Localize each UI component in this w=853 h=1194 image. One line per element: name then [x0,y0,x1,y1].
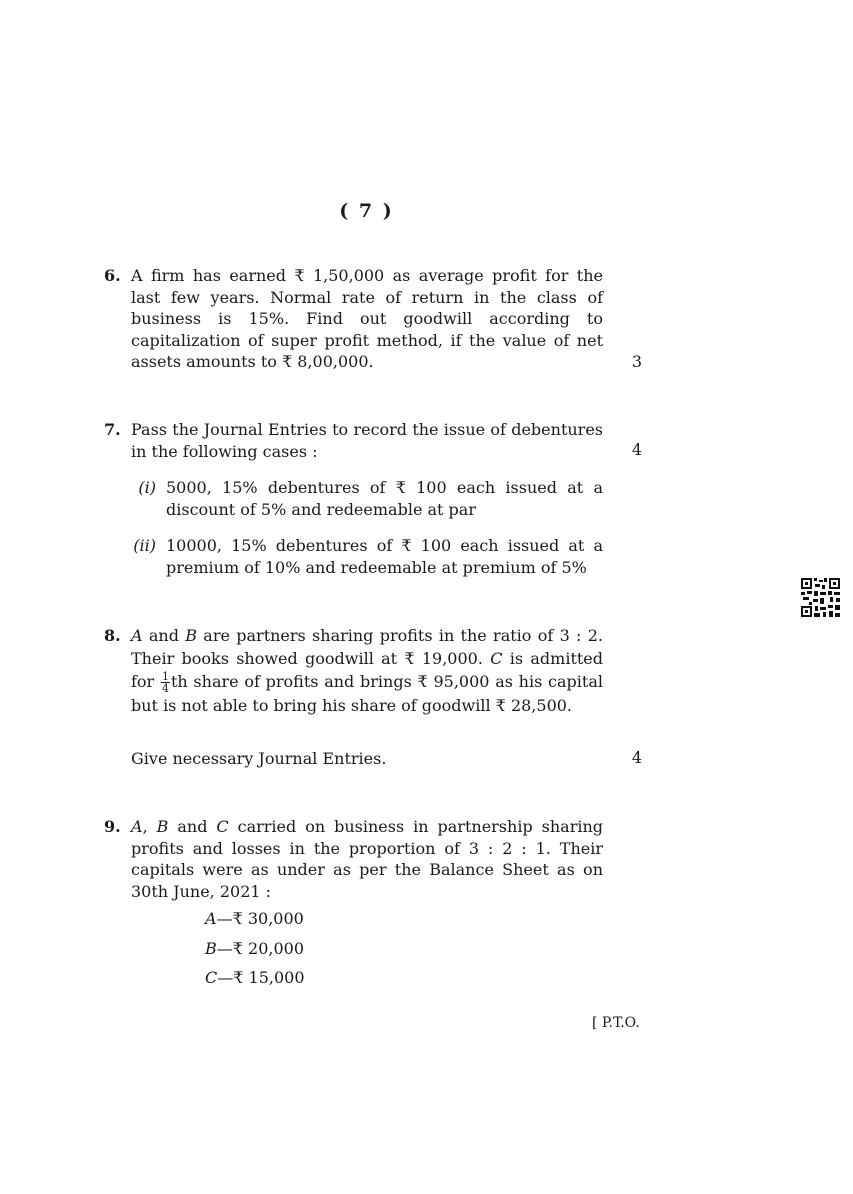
part-text: 10000, 15% debentures of ₹ 100 each issued at a premium of 10% and redeemable at premium of 5% [166,536,603,577]
question-number: 6. [104,266,121,285]
qr-code-icon [800,577,841,618]
question-text: A, B and C carried on business in partnership sharing profits and losses in the proportion of 3 : 2 : 1. Their capitals were as under as per the Balance Sheet as on 30th June, 2021 : [131,817,604,901]
fraction: $\frac{1}{4}$ [161,670,169,695]
capital-row [205,909,304,928]
capital-amount: —₹ 15,000 [217,968,305,987]
question-9 [104,816,654,902]
part-text: 5000, 15% debentures of ₹ 100 each issued at a discount of 5% and redeemable at par [166,478,603,519]
question-number: 7. [104,420,121,439]
question-7-marks: 4 [631,440,642,459]
capital-row [205,939,304,958]
part-label: (ii) [133,536,156,555]
question-8-instruction: Give necessary Journal Entries. [131,749,387,768]
partner-name: A [131,626,143,645]
partner-name: A [131,817,143,836]
question-text: A and B are partners sharing profits in the ratio of 3 : 2. Their books showed goodwill at ₹ 19,000. C is admitted for $\frac{1}{4}$ th share of profits and brings ₹ 95,000 as his capital but is not able to bring his share of goodwill ₹ 28,500. [131,626,604,715]
capital-amount: —₹ 30,000 [216,909,304,928]
question-6 [104,265,654,373]
please-turn-over: [ P.T.O. [592,1015,640,1031]
question-number: 8. [104,626,121,645]
partner-name: C [490,649,503,668]
page-number: ( 7 ) [339,200,394,222]
question-text: A firm has earned ₹ 1,50,000 as average profit for the last few years. Normal rate of return in the class of business is 15%. Find out goodwill according to capitalization of super profit method, if the value of net assets amounts to ₹ 8,00,000. [131,266,603,371]
question-text: Pass the Journal Entries to record the issue of debentures in the following cases : [131,420,603,461]
question-8 [104,624,654,717]
part-label: (i) [138,478,156,497]
partner-name: C [205,968,218,987]
question-7 [104,419,654,462]
partner-name: C [216,817,229,836]
question-6-marks: 3 [631,352,642,371]
question-8-marks: 4 [631,748,642,767]
partner-name: A [205,909,217,928]
question-number: 9. [104,817,121,836]
partner-name: B [156,817,169,836]
partner-name: B [185,626,198,645]
capital-amount: —₹ 20,000 [216,939,305,958]
capital-row [205,968,305,987]
question-7-part-i [131,477,603,520]
partner-name: B [205,939,217,958]
question-7-part-ii [131,535,603,578]
